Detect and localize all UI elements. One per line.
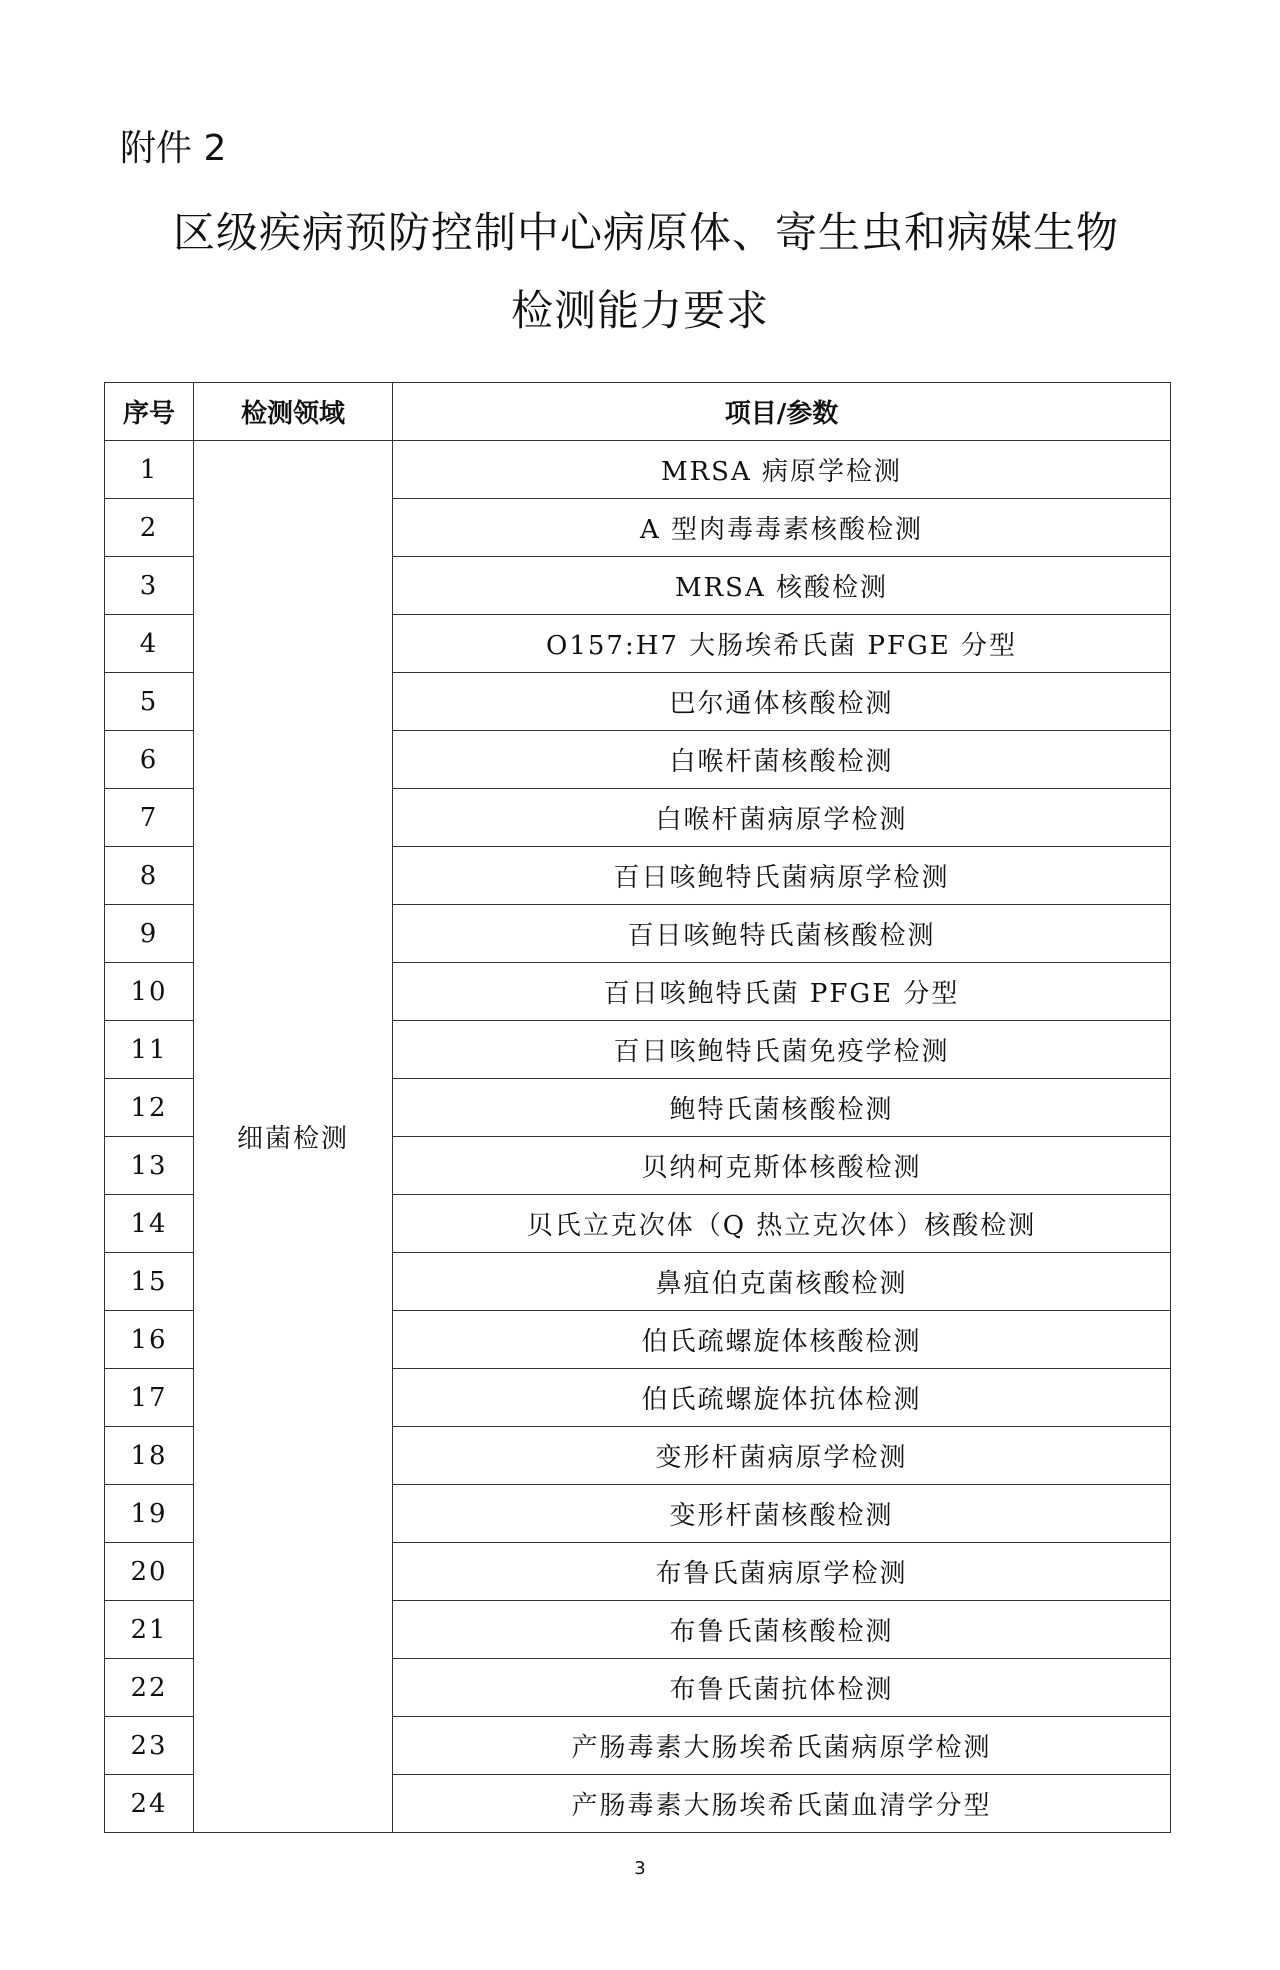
item-cell: 鼻疽伯克菌核酸检测 [393,1253,1171,1311]
page-number: 3 [634,1858,646,1879]
domain-cell: 细菌检测 [194,441,393,1833]
item-cell: MRSA 核酸检测 [393,557,1171,615]
item-cell: 伯氏疏螺旋体核酸检测 [393,1311,1171,1369]
item-cell: 白喉杆菌病原学检测 [393,789,1171,847]
document-title-line2: 检测能力要求 [510,286,769,335]
row-number-cell: 3 [105,557,194,615]
row-number-cell: 16 [105,1311,194,1369]
item-cell: 贝氏立克次体（Q 热立克次体）核酸检测 [393,1195,1171,1253]
row-number-cell: 15 [105,1253,194,1311]
requirements-table [104,382,1171,1833]
column-header-domain: 检测领域 [194,383,393,441]
item-cell: 伯氏疏螺旋体抗体检测 [393,1369,1171,1427]
row-number-cell: 9 [105,905,194,963]
row-number-cell: 24 [105,1775,194,1833]
row-number-cell: 5 [105,673,194,731]
row-number-cell: 4 [105,615,194,673]
row-number-cell: 20 [105,1543,194,1601]
row-number-cell: 12 [105,1079,194,1137]
row-number-cell: 10 [105,963,194,1021]
row-number-cell: 22 [105,1659,194,1717]
item-cell: 产肠毒素大肠埃希氏菌病原学检测 [393,1717,1171,1775]
item-cell: O157:H7 大肠埃希氏菌 PFGE 分型 [393,615,1171,673]
item-cell: 百日咳鲍特氏菌核酸检测 [393,905,1171,963]
table-body [105,441,1171,1833]
row-number-cell: 11 [105,1021,194,1079]
item-cell: 巴尔通体核酸检测 [393,673,1171,731]
item-cell: 贝纳柯克斯体核酸检测 [393,1137,1171,1195]
column-header-item: 项目/参数 [393,383,1171,441]
item-cell: 百日咳鲍特氏菌免疫学检测 [393,1021,1171,1079]
row-number-cell: 14 [105,1195,194,1253]
item-cell: 布鲁氏菌病原学检测 [393,1543,1171,1601]
item-cell: 布鲁氏菌抗体检测 [393,1659,1171,1717]
row-number-cell: 1 [105,441,194,499]
attachment-label: 附件 2 [120,128,227,169]
item-cell: 百日咳鲍特氏菌 PFGE 分型 [393,963,1171,1021]
item-cell: 变形杆菌病原学检测 [393,1427,1171,1485]
row-number-cell: 17 [105,1369,194,1427]
item-cell: 变形杆菌核酸检测 [393,1485,1171,1543]
item-cell: 百日咳鲍特氏菌病原学检测 [393,847,1171,905]
column-header-number: 序号 [105,383,194,441]
document-title-line1: 区级疾病预防控制中心病原体、寄生虫和病媒生物 [172,208,1119,257]
item-cell: A 型肉毒毒素核酸检测 [393,499,1171,557]
item-cell: 布鲁氏菌核酸检测 [393,1601,1171,1659]
table-header-row [105,383,1171,441]
item-cell: MRSA 病原学检测 [393,441,1171,499]
row-number-cell: 23 [105,1717,194,1775]
row-number-cell: 19 [105,1485,194,1543]
item-cell: 产肠毒素大肠埃希氏菌血清学分型 [393,1775,1171,1833]
row-number-cell: 13 [105,1137,194,1195]
item-cell: 鲍特氏菌核酸检测 [393,1079,1171,1137]
row-number-cell: 7 [105,789,194,847]
table-row [105,441,1171,499]
row-number-cell: 21 [105,1601,194,1659]
row-number-cell: 6 [105,731,194,789]
row-number-cell: 8 [105,847,194,905]
item-cell: 白喉杆菌核酸检测 [393,731,1171,789]
row-number-cell: 18 [105,1427,194,1485]
row-number-cell: 2 [105,499,194,557]
